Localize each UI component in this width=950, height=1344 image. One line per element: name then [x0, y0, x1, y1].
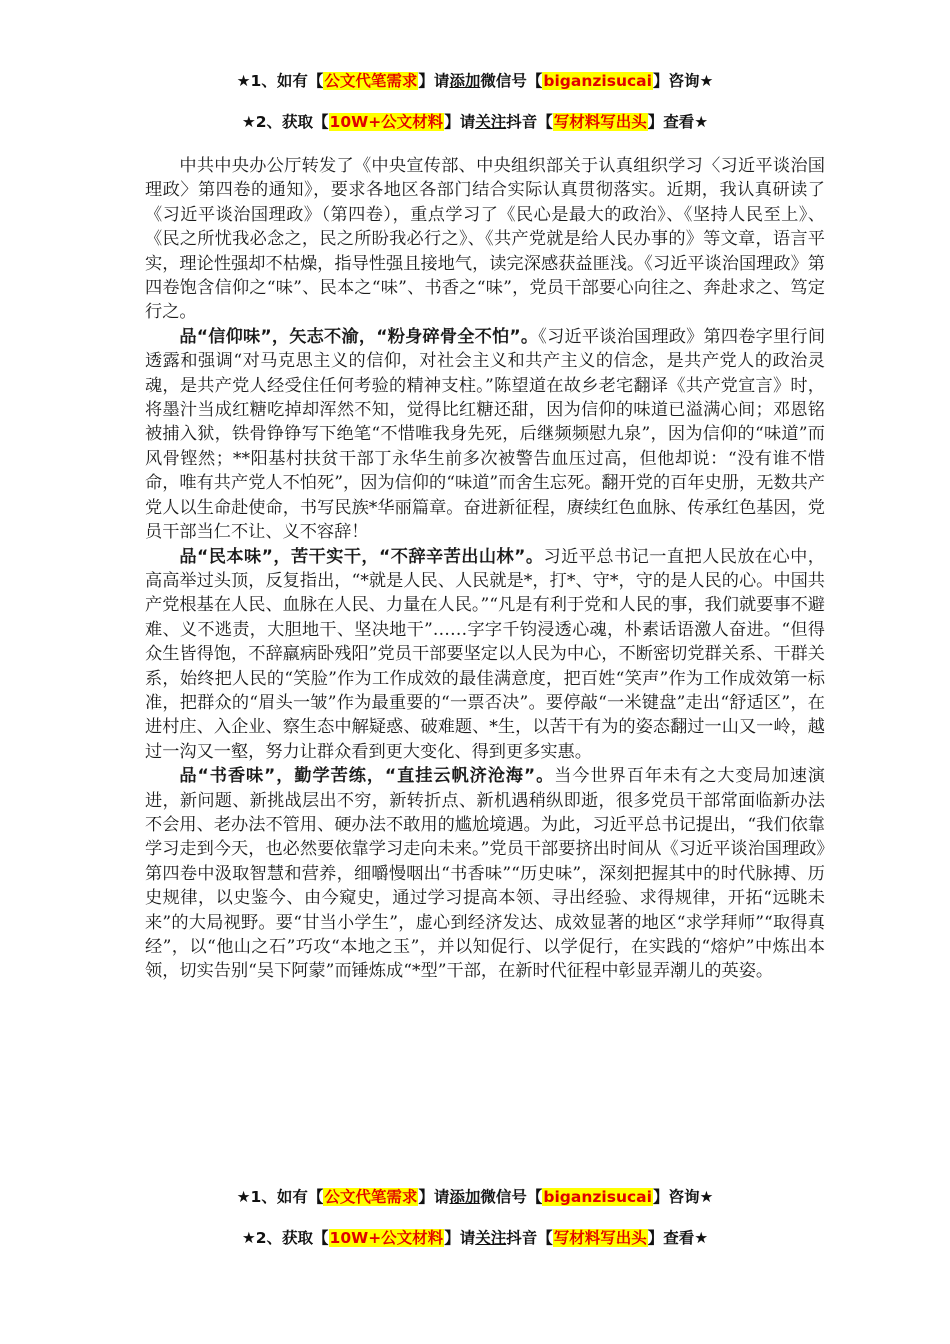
intro-paragraph: 中共中央办公厅转发了《中央宣传部、中央组织部关于认真组织学习〈习近平谈治国理政〉第四卷的通知》，要求各地区各部门结合实际认真贯彻落实。近期，我认真研读了《习近平谈治国理政》（第四卷），重点学习了《民心是最大的政治》、《坚持人民至上》、《民之所忧我必念之，民之所盼我必行之》、《共产党就是给人民办事的》等文章，语言平实，理论性强却不枯燥，指导性强且接地气，读完深感获益匪浅。《习近平谈治国理政》第四卷饱含信仰之“味”、民本之“味”、书香之“味”，党员干部要心向往之、奔赴求之、笃定行之。 — [145, 156, 825, 323]
emphasis-add: 添加 — [449, 72, 481, 90]
highlight-service: 公文代笔需求 — [324, 72, 418, 90]
banner-text: 】请 — [444, 113, 476, 131]
banner-text: ★2、获取【 — [241, 113, 329, 131]
highlight-douyin-account: 写材料写出头 — [553, 1229, 647, 1247]
emphasis-add: 添加 — [449, 1188, 481, 1206]
section-lead: 品“民本味”，苦干实干，“不辞辛苦出山林”。 — [179, 546, 544, 567]
footer-banner-line-2 — [0, 1227, 950, 1249]
banner-text: 】请 — [418, 1188, 450, 1206]
banner-text: 抖音【 — [506, 1229, 553, 1247]
banner-text: 微信号【 — [480, 72, 543, 90]
highlight-materials: 10W+公文材料 — [329, 113, 444, 131]
footer-banner-line-1 — [0, 1186, 950, 1208]
header-banner-line-2 — [0, 111, 950, 133]
banner-text: 抖音【 — [506, 113, 553, 131]
highlight-wechat-id: biganzisucai — [543, 1188, 652, 1206]
banner-text: ★2、获取【 — [241, 1229, 329, 1247]
emphasis-follow: 关注 — [475, 113, 507, 131]
highlight-materials: 10W+公文材料 — [329, 1229, 444, 1247]
section-lead: 品“信仰味”，矢志不渝，“粉身碎骨全不怕”。 — [179, 326, 539, 347]
banner-text: 】咨询★ — [652, 1188, 714, 1206]
emphasis-follow: 关注 — [475, 1229, 507, 1247]
section-paragraph-people — [145, 545, 825, 765]
highlight-service: 公文代笔需求 — [324, 1188, 418, 1206]
banner-text: ★1、如有【 — [236, 72, 324, 90]
banner-text: ★1、如有【 — [236, 1188, 324, 1206]
highlight-douyin-account: 写材料写出头 — [553, 113, 647, 131]
section-lead: 品“书香味”，勤学苦练，“直挂云帆济沧海”。 — [179, 766, 555, 787]
article-body — [145, 154, 825, 984]
banner-text: 】咨询★ — [652, 72, 714, 90]
banner-text: 】查看★ — [647, 1229, 709, 1247]
banner-text: 】请 — [418, 72, 450, 90]
highlight-wechat-id: biganzisucai — [543, 72, 652, 90]
section-text: 习近平总书记一直把人民放在心中，高高举过头顶，反复指出，“*就是人民、人民就是*，打*、守*，守的是人民的心。中国共产党根基在人民、血脉在人民、力量在人民。”“凡是有利于党和人民的事，我们就要事不避难、义不逃责，大胆地干、坚决地干”……字字千钧浸透心魂，朴素话语激人奋进。“但得众生皆得饱，不辞羸病卧残阳”党员干部要坚定以人民为中心，不断密切党群关系、干群关系，始终把人民的“笑脸”作为工作成效的最佳满意度，把百姓“笑声”作为工作成效第一标准，把群众的“眉头一皱”作为最重要的“一票否决”。要停敲“一米键盘”走出“舒适区”，在进村庄、入企业、察生态中解疑惑、破难题、*生，以苦干有为的姿态翻过一山又一岭，越过一沟又一壑，努力让群众看到更大变化、得到更多实惠。 — [145, 546, 825, 762]
section-paragraph-faith — [145, 325, 825, 545]
banner-text: 微信号【 — [480, 1188, 543, 1206]
section-paragraph-study — [145, 764, 825, 984]
banner-text: 】查看★ — [647, 113, 709, 131]
banner-text: 】请 — [444, 1229, 476, 1247]
section-text: 当今世界百年未有之大变局加速演进，新问题、新挑战层出不穷，新转折点、新机遇稍纵即逝，很多党员干部常面临新办法不会用、老办法不管用、硬办法不敢用的尴尬境遇。为此，习近平总书记提出，“我们依靠学习走到今天，也必然要依靠学习走向未来。”党员干部要挤出时间从《习近平谈治国理政》第四卷中汲取智慧和营养，细嚼慢咽出“书香味”“历史味”，深刻把握其中的时代脉搏、历史规律，以史鉴今、由今窥史，通过学习提高本领、寻出经验、求得规律，开拓“远眺未来”的大局视野。要“甘当小学生”，虚心到经济发达、成效显著的地区“求学拜师”“取得真经”，以“他山之石”巧攻“本地之玉”，并以知促行、以学促行，在实践的“熔炉”中炼出本领，切实告别“吴下阿蒙”而锤炼成“*型”干部，在新时代征程中彰显弄潮儿的英姿。 — [145, 766, 825, 982]
section-text: 《习近平谈治国理政》第四卷字里行间透露和强调“对马克思主义的信仰，对社会主义和共产主义的信念，是共产党人的政治灵魂，是共产党人经受住任何考验的精神支柱。”陈望道在故乡老宅翻译《共产党宣言》时，将墨汁当成红糖吃掉却浑然不知，觉得比红糖还甜，因为信仰的味道已溢满心间；邓恩铭被捕入狱，铁骨铮铮写下绝笔“不惜唯我身先死，后继频频慰九泉”，因为信仰的“味道”而风骨铿然；**阳基村扶贫干部丁永华生前多次被警告血压过高，但他却说：“没有谁不惜命，唯有共产党人不怕死”，因为信仰的“味道”而舍生忘死。翻开党的百年史册，无数共产党人以生命赴使命，书写民族*华丽篇章。奋进新征程，赓续红色血脉、传承红色基因，党员干部当仁不让、义不容辞！ — [145, 326, 826, 543]
header-banner-line-1 — [0, 70, 950, 92]
